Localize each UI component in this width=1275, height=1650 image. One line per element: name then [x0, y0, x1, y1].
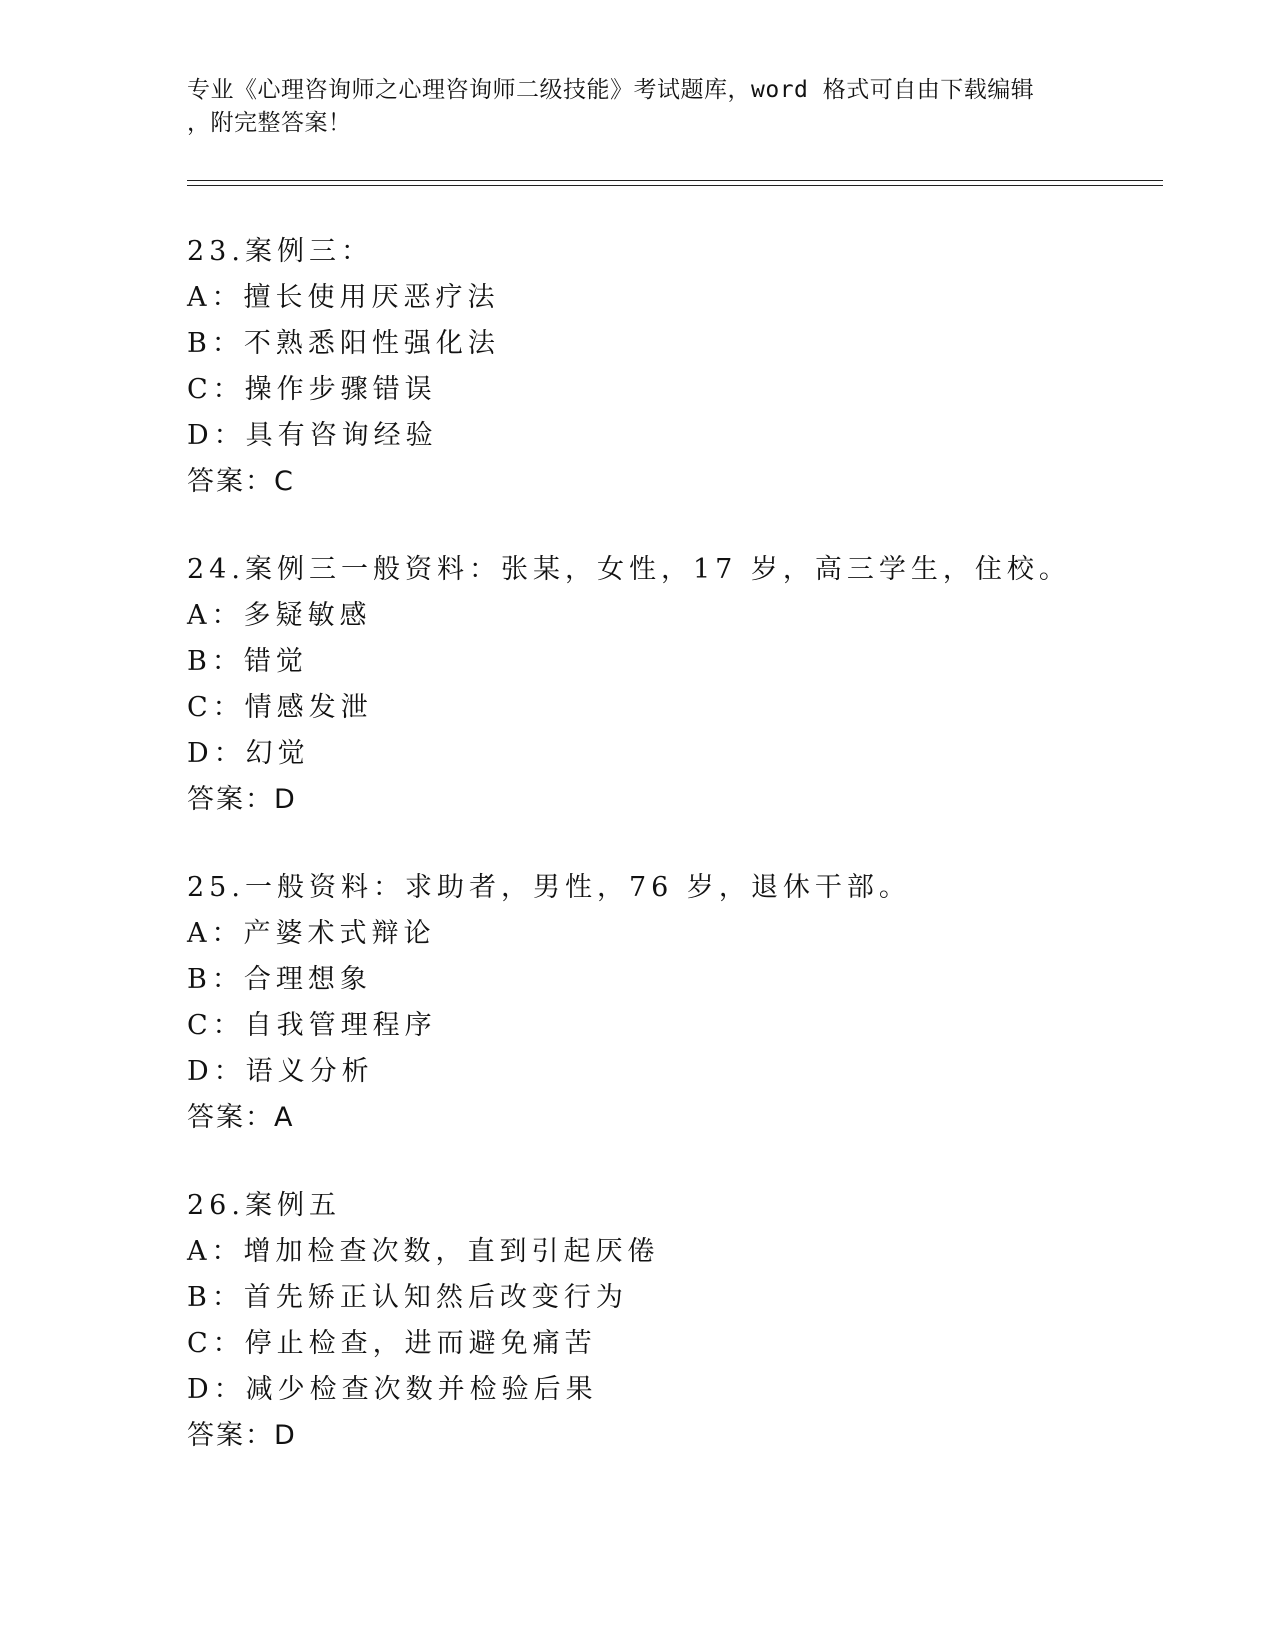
question-stem: 25.一般资料：求助者，男性，76 岁，退休干部。 [187, 872, 911, 903]
option-c: C：操作步骤错误 [187, 374, 437, 405]
question-stem: 23.案例三： [187, 236, 373, 267]
answer-line: 答案：D [187, 784, 297, 815]
option-b: B：首先矫正认知然后改变行为 [187, 1282, 628, 1313]
option-a: A：增加检查次数，直到引起厌倦 [187, 1236, 660, 1267]
option-a: A：产婆术式辩论 [187, 918, 436, 949]
answer-line: 答案：D [187, 1420, 297, 1451]
option-a: A：擅长使用厌恶疗法 [187, 282, 500, 313]
question-26 [187, 1183, 1137, 1459]
question-stem: 24.案例三一般资料：张某，女性，17 岁，高三学生，住校。 [187, 554, 1071, 585]
header-divider-bottom [187, 185, 1163, 186]
option-b: B：合理想象 [187, 964, 372, 995]
option-b: B：不熟悉阳性强化法 [187, 328, 500, 359]
answer-line: 答案：C [187, 466, 295, 497]
header-divider-top [187, 180, 1163, 181]
question-25 [187, 865, 1137, 1141]
answer-line: 答案：A [187, 1102, 295, 1133]
option-d: D：减少检查次数并检验后果 [187, 1374, 598, 1405]
option-b: B：错觉 [187, 646, 308, 677]
document-header [187, 74, 1067, 140]
option-d: D：具有咨询经验 [187, 420, 438, 451]
header-line-1: 专业《心理咨询师之心理咨询师二级技能》考试题库，word 格式可自由下载编辑 [187, 77, 1035, 103]
option-c: C：停止检查，进而避免痛苦 [187, 1328, 597, 1359]
option-a: A：多疑敏感 [187, 600, 372, 631]
option-d: D：幻觉 [187, 738, 310, 769]
question-24 [187, 547, 1137, 823]
question-stem: 26.案例五 [187, 1190, 341, 1221]
option-d: D：语义分析 [187, 1056, 374, 1087]
option-c: C：情感发泄 [187, 692, 373, 723]
question-23 [187, 229, 1137, 505]
option-c: C：自我管理程序 [187, 1010, 437, 1041]
header-line-2: ，附完整答案！ [187, 110, 352, 136]
